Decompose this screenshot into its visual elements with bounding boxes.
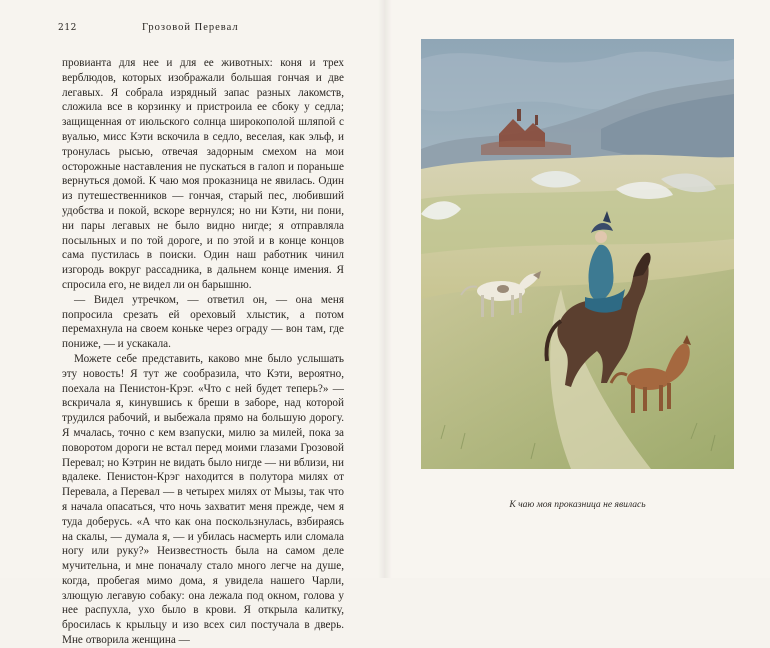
page-gutter — [378, 0, 392, 578]
running-title: Грозовой Перевал — [142, 22, 239, 33]
page-number: 212 — [58, 23, 77, 33]
illustration-caption: К чаю моя проказница не явилась — [509, 499, 646, 510]
paragraph: — Видел утречком, — ответил он, — она меня попросила срезать ей ореховый хлыстик, а потом перемахнула на своем коньке через ограду — вон там, где пониже, — и ускакала. — [62, 293, 344, 351]
body-text — [62, 56, 344, 648]
watercolor-illustration — [421, 39, 734, 469]
paragraph: Можете себе представить, каково мне было услышать эту новость! Я тут же сообразила, что Кэти, вероятно, поехала на Пенистон-Крэг. «Что с ней будет теперь?» — вскричала я, кинувшись к бреши в заборе, над которой трудился рабочий, и выбежала прямо на большую дорогу. Я мчалась, точно с кем взапуски, милю за милей, пока за поворотом дороги не встал перед моими глазами Грозовой Перевал; но Кэтрин не видать было нигде — ни вблизи, ни вдалеке. Пенистон-Крэг находится в полутора милях от Перевала, а Перевал — в четырех милях от Мызы, так что я начала опасаться, что ночь захватит меня прежде, чем я туда доберусь. «А что как она поскользнулась, взбираясь на скалы, — думала я, — и убилась насмерть или сломала ногу или руку?» Неизвестность была на самом деле мучительна, и мне поначалу стало много легче на душе, когда, пробегая мимо дома, я увидела нашего Чарли, злющую легавую собаку: она лежала под окном, голова у нее распухла, ухо было в крови. Я открыла калитку, бросилась к крыльцу и изо всех сил постучала в дверь. Мне отворила женщина — — [62, 352, 344, 647]
paragraph: провианта для нее и для ее животных: коня и трех верблюдов, которых изображали большая гончая и две легавых. Я собрала изрядный запас разных лакомств, сложила все в корзинку и пристроила ее сбоку у седла; защищенная от июльского солнца широкополой шляпой с вуалью, мисс Кэти вскочила в седло, веселая, как эльф, и тронулась рысью, отвечая задорным смехом на мои осторожные наставления не пускаться в галоп и пораньше вернуться домой. К чаю моя проказница не явилась. Один из путешественников — гончая, старый пес, любивший удобства и покой, вскоре вернулся; но ни Кэти, ни пони, ни пары легавых не было видно нигде; я отправляла посыльных и по той дороге, и по этой и в конце концов сама пустилась в поиски. Один наш работник чинил изгородь вокруг рассадника, в дальнем конце имения. Я спросила его, не видел ли он барышню. — [62, 57, 344, 291]
left-page — [0, 0, 385, 647]
